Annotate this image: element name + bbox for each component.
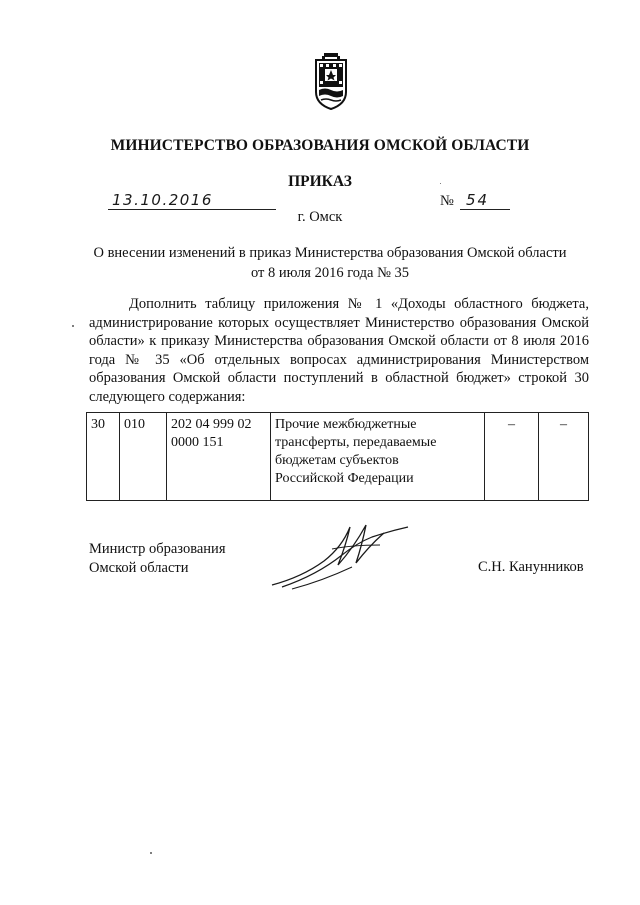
order-subject [60, 243, 600, 283]
income-name-line-3: бюджетам субъектов [275, 453, 399, 468]
cell-col5: – [485, 413, 539, 501]
income-name-line-4: Российской Федерации [275, 471, 414, 486]
scan-speck [150, 852, 152, 854]
order-number-field [460, 192, 510, 210]
signatory-name: С.Н. Канунников [478, 559, 584, 575]
cell-kbk-code [167, 413, 271, 501]
signatory-title [89, 540, 225, 577]
signatory-title-line-2: Омской области [89, 559, 189, 576]
order-date-handwritten: 13.10.2016 [112, 191, 213, 209]
cell-income-name [271, 413, 485, 501]
handwritten-signature [262, 515, 412, 593]
body-paragraph: Дополнить таблицу приложения № 1 «Доходы областного бюджета, администрирование которых осуществляет Министерство образования Омской области» к приказу Министерства образования Омской области от 8 июля 2016 года № 35 «Об отдельных вопросах администрирования Министерством образования Омской области поступлений в областной бюджет» строкой 30 следующего содержания: [89, 296, 589, 405]
cell-row-number: 30 [87, 413, 120, 501]
ministry-title: МИНИСТЕРСТВО ОБРАЗОВАНИЯ ОМСКОЙ ОБЛАСТИ [110, 137, 530, 154]
income-table [86, 412, 589, 501]
scan-speck [72, 325, 74, 327]
document-type-title: ПРИКАЗ [288, 173, 352, 190]
omsk-coat-of-arms-icon [314, 52, 348, 110]
table-row [87, 413, 589, 501]
income-name-line-2: трансферты, передаваемые [275, 435, 437, 450]
kbk-line-1: 202 04 999 02 [171, 417, 252, 432]
signatory-title-line-1: Министр образования [89, 541, 226, 557]
cell-admin-code: 010 [120, 413, 167, 501]
city-label: г. Омск [297, 209, 343, 225]
kbk-line-2: 0000 151 [171, 435, 224, 450]
subject-line-2: от 8 июля 2016 года № 35 [250, 265, 410, 281]
income-name-line-1: Прочие межбюджетные [275, 417, 417, 432]
subject-line-1: О внесении изменений в приказ Министерства образования Омской области [93, 245, 567, 261]
number-sign: № [440, 193, 454, 209]
cell-col6: – [539, 413, 589, 501]
order-number-handwritten: 54 [466, 191, 490, 209]
scan-speck [440, 183, 441, 184]
order-date-field [108, 192, 276, 210]
